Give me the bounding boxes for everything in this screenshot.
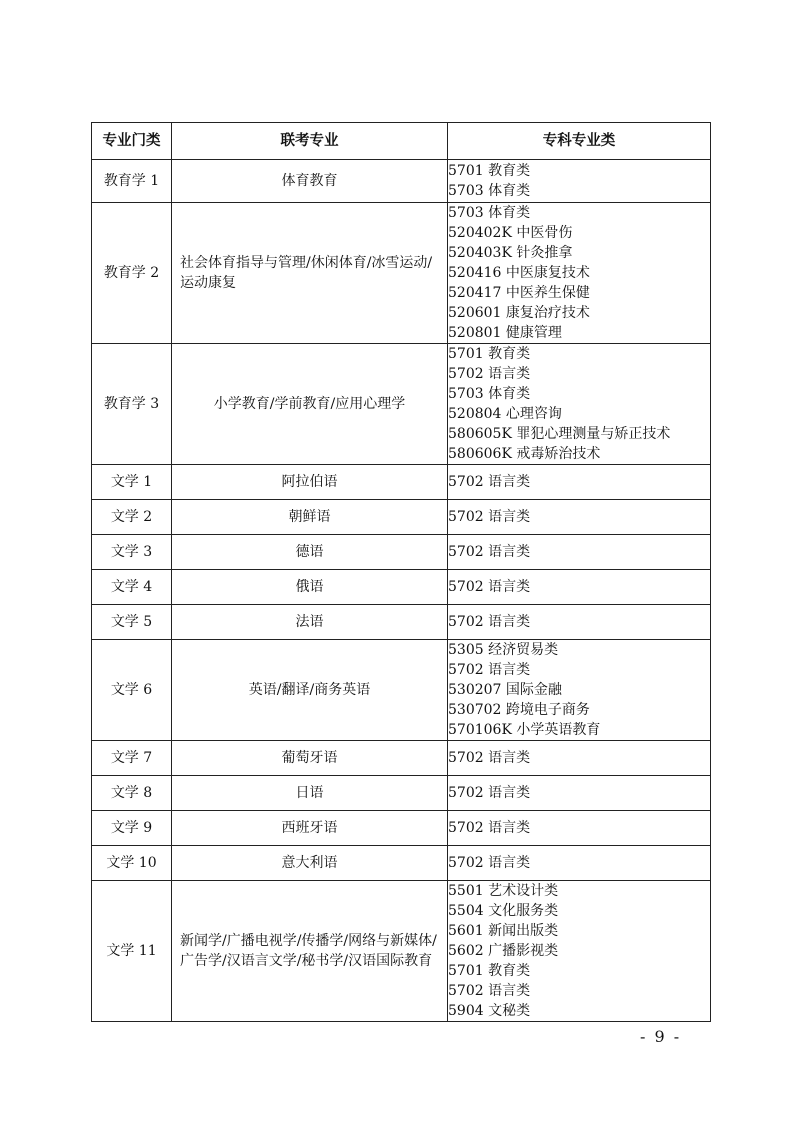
codes-cell [448, 203, 711, 344]
code-line: 5702 语言类 [448, 750, 531, 766]
major-cell: 阿拉伯语 [172, 465, 448, 500]
major-cell: 新闻学/广播电视学/传播学/网络与新媒体/广告学/汉语言文学/秘书学/汉语国际教育 [172, 881, 448, 1022]
category-cell: 教育学 2 [92, 203, 172, 344]
table-row [92, 535, 711, 570]
code-line: 5601 新闻出版类 [448, 923, 559, 939]
major-cell: 葡萄牙语 [172, 741, 448, 776]
category-cell: 文学 3 [92, 535, 172, 570]
code-line: 580606K 戒毒矫治技术 [448, 446, 601, 462]
code-line: 530207 国际金融 [448, 682, 562, 698]
codes-cell [448, 465, 711, 500]
majors-table [91, 122, 711, 1022]
category-cell: 文学 5 [92, 605, 172, 640]
code-line: 5701 教育类 [448, 163, 531, 179]
code-line: 5702 语言类 [448, 544, 531, 560]
category-cell: 文学 6 [92, 640, 172, 741]
header-category: 专业门类 [92, 123, 172, 160]
codes-cell [448, 344, 711, 465]
codes-cell [448, 640, 711, 741]
codes-cell [448, 846, 711, 881]
code-line: 520601 康复治疗技术 [448, 305, 590, 321]
code-line: 5702 语言类 [448, 579, 531, 595]
major-cell: 社会体育指导与管理/休闲体育/冰雪运动/运动康复 [172, 203, 448, 344]
code-line: 5702 语言类 [448, 614, 531, 630]
codes-cell [448, 881, 711, 1022]
table-row [92, 160, 711, 203]
category-cell: 文学 8 [92, 776, 172, 811]
major-cell: 意大利语 [172, 846, 448, 881]
code-line: 5501 艺术设计类 [448, 883, 559, 899]
codes-cell [448, 741, 711, 776]
table-row [92, 203, 711, 344]
code-line: 5701 教育类 [448, 963, 531, 979]
code-line: 520416 中医康复技术 [448, 265, 590, 281]
major-cell: 法语 [172, 605, 448, 640]
codes-cell [448, 535, 711, 570]
category-cell: 文学 4 [92, 570, 172, 605]
code-line: 530702 跨境电子商务 [448, 702, 590, 718]
codes-cell [448, 605, 711, 640]
codes-cell [448, 811, 711, 846]
code-line: 520417 中医养生保健 [448, 285, 590, 301]
codes-cell [448, 776, 711, 811]
table-row [92, 344, 711, 465]
code-line: 5703 体育类 [448, 183, 531, 199]
code-line: 5702 语言类 [448, 855, 531, 871]
table-row [92, 741, 711, 776]
major-cell: 德语 [172, 535, 448, 570]
code-line: 5602 广播影视类 [448, 943, 559, 959]
code-line: 5703 体育类 [448, 205, 531, 221]
major-cell: 俄语 [172, 570, 448, 605]
table-body [92, 160, 711, 1022]
category-cell: 文学 9 [92, 811, 172, 846]
code-line: 5702 语言类 [448, 509, 531, 525]
table-row [92, 640, 711, 741]
codes-cell [448, 500, 711, 535]
major-cell: 体育教育 [172, 160, 448, 203]
table-row [92, 776, 711, 811]
codes-cell [448, 160, 711, 203]
codes-cell [448, 570, 711, 605]
category-cell: 文学 7 [92, 741, 172, 776]
major-cell: 朝鲜语 [172, 500, 448, 535]
major-cell: 日语 [172, 776, 448, 811]
category-cell: 文学 10 [92, 846, 172, 881]
table-row [92, 570, 711, 605]
code-line: 580605K 罪犯心理测量与矫正技术 [448, 426, 671, 442]
code-line: 5702 语言类 [448, 983, 531, 999]
category-cell: 文学 1 [92, 465, 172, 500]
table-row [92, 811, 711, 846]
code-line: 5703 体育类 [448, 386, 531, 402]
code-line: 5701 教育类 [448, 346, 531, 362]
table-row [92, 500, 711, 535]
code-line: 520801 健康管理 [448, 325, 562, 341]
header-codes: 专科专业类 [448, 123, 711, 160]
code-line: 5305 经济贸易类 [448, 642, 559, 658]
header-major: 联考专业 [172, 123, 448, 160]
major-cell: 英语/翻译/商务英语 [172, 640, 448, 741]
major-cell: 小学教育/学前教育/应用心理学 [172, 344, 448, 465]
code-line: 5702 语言类 [448, 366, 531, 382]
category-cell: 文学 2 [92, 500, 172, 535]
code-line: 5702 语言类 [448, 662, 531, 678]
code-line: 5504 文化服务类 [448, 903, 559, 919]
category-cell: 文学 11 [92, 881, 172, 1022]
code-line: 520804 心理咨询 [448, 406, 562, 422]
code-line: 520403K 针灸推拿 [448, 245, 573, 261]
page-number: - 9 - [640, 1027, 682, 1046]
table-row [92, 465, 711, 500]
code-line: 5904 文秘类 [448, 1003, 531, 1019]
category-cell: 教育学 1 [92, 160, 172, 203]
code-line: 520402K 中医骨伤 [448, 225, 573, 241]
table-row [92, 881, 711, 1022]
code-line: 5702 语言类 [448, 474, 531, 490]
table-header-row [92, 123, 711, 160]
code-line: 5702 语言类 [448, 820, 531, 836]
table-row [92, 605, 711, 640]
category-cell: 教育学 3 [92, 344, 172, 465]
table-row [92, 846, 711, 881]
major-cell: 西班牙语 [172, 811, 448, 846]
code-line: 570106K 小学英语教育 [448, 722, 601, 738]
code-line: 5702 语言类 [448, 785, 531, 801]
